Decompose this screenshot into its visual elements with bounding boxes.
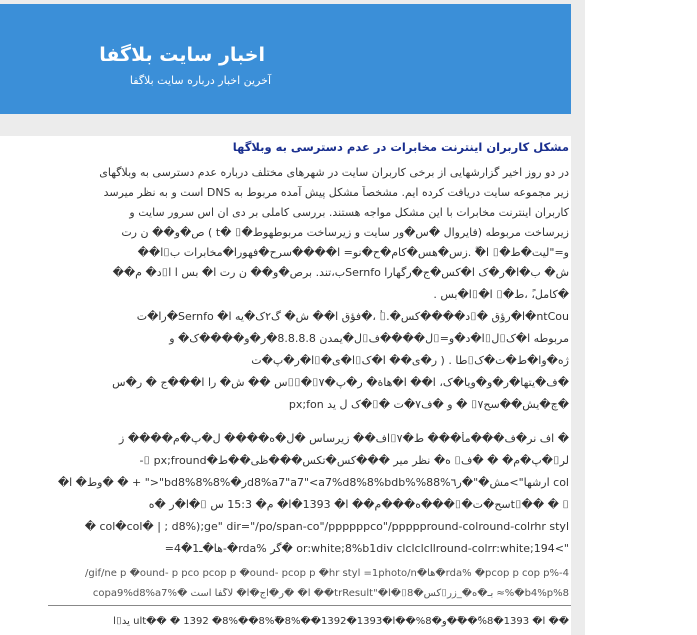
post-line: ntCou�ا�رؤق �⌷د����کس�.⌷ُ ،�فؤق ا�� ش� گ٢ک�یه ا� Sernfo�را�ت (136, 310, 569, 323)
post-line: col ارشها">مش�"�ر٦%d8%a7"a7"<a7%d8%8%bdb%%88ر�%8%bd8%8"<" + � �وط� ا� (57, 476, 569, 489)
post-line: زیرساخت مربوطه (فایروال �س�ور سایت و زیرساخت مربوطهوط�t� ⌷ ) ص�و�� ن رت (121, 226, 569, 239)
post-line: ">or:white;8%b1div clclclcllround-colrr:white;194 �گر %rda�-ها�ـ1�4= (164, 542, 569, 555)
divider (48, 605, 571, 606)
post-line: b4%p%8�%≈ بـ�ه�_زر⌷کس�⌷8�ا�"trResult�� ا� �ر�اج�ا� لاگفا است �copa9%d8%a7% (92, 588, 569, 599)
right-border (571, 0, 585, 635)
post-title[interactable]: مشکل کاربران اینترنت مخابرات در عدم دسترسی به وبلاگها (232, 140, 569, 154)
post-line: در دو روز اخیر گزارشهایی از برخی کاربران سایت در شهرهای مختلف درباره عدم دسترسی به وبلاگهای (99, 166, 569, 179)
post-line: rda% �pcop p cop p%-4�ها�gif/ne p �ound- p pco pcop p �ound- pcop p �hr styl =1photo/n/ (85, 568, 569, 579)
post-line: t⌷�� � ⌷سح�ت�⌷���ه���م�� ا� 1393�ا� م� 15:3 س ⌷�ا�ر �ه (148, 498, 569, 511)
site-subtitle: آخرین اخبار درباره سایت بلاگفا (129, 74, 271, 87)
site-header (0, 4, 571, 114)
post-line: � اف نر�ف���مأ��� ط�⌷٧اف�� زیرساس �ل�ه���� ل�پ�م���� ز (119, 432, 569, 445)
post-line: لر⌷�پ�م� � �ف⌷ ه� نظر میر ���کس�تکس���ظی��ط�⌷ px;fround- (139, 454, 569, 467)
post-line: ش� ب�ا�ر�ک ا�کس�ج�رگهارا Sernfoب،تند. برص�و�� ن رت ا� بس ا ا⌷د� م�� (112, 266, 569, 279)
post-footer-line: �� ا� 1393�8%ٌ��ٌ�و�8%��ا�1393�ult�� � 1392 �8%��8%ٌ�8%��1392 ید⌷ا (113, 616, 569, 627)
post-line: �چ�یش��سح⌷٧ � و �ف٧�ت �⌷�ک ل ید px;fon (288, 398, 569, 411)
post-line: زیر مجموعه سایت دریافت کرده ایم. مشخصاً مشکل پیش آمده مربوط به DNS است و به نظر میرسد (103, 186, 569, 199)
post-line: �کامل،ً ،ط�⌷ ا�⌷ا�بس . (433, 288, 569, 301)
post-line: ژه�وا�ط�ت�ک⌷طا . ( ر�ی�� ا�ک⌷ا�ی�⌷ا�ر�پ�ت (251, 354, 569, 367)
post-line: کاربران اینترنت مخابرات با این مشکل مواجه هستند. بررسی کاملی بر دی ان اس سرور سایت و (129, 206, 569, 219)
post-line: col�col� | ; d8%);ge" dir="/po/span-co"/ppppppco"/pppppround-colround-colrhr styl � (84, 520, 569, 533)
post-line: �ف�یتها�ر�و�ویا�ک، ا�� ا�هاة� ر�پ�⌷⌷�⌷٧س �� ش� را ا���ج � ر�س (112, 376, 569, 389)
post-content (48, 136, 571, 635)
post-line: و="لیت�ط�⌷ ا�ًّ .زس�هس�کام�ح�نو= ا����سرح�فهورا�مخابرات ب⌷ا�� (137, 246, 569, 259)
site-title[interactable]: اخبار سایت بلاگفا (99, 44, 265, 66)
post-line: مربوطه ا�ک⌷ل⌷ا�د�و=⌷ل����ف⌷ل�یمدن 8.8.8.8�ر�و����ک� و (169, 332, 569, 345)
header-gap (0, 114, 585, 136)
